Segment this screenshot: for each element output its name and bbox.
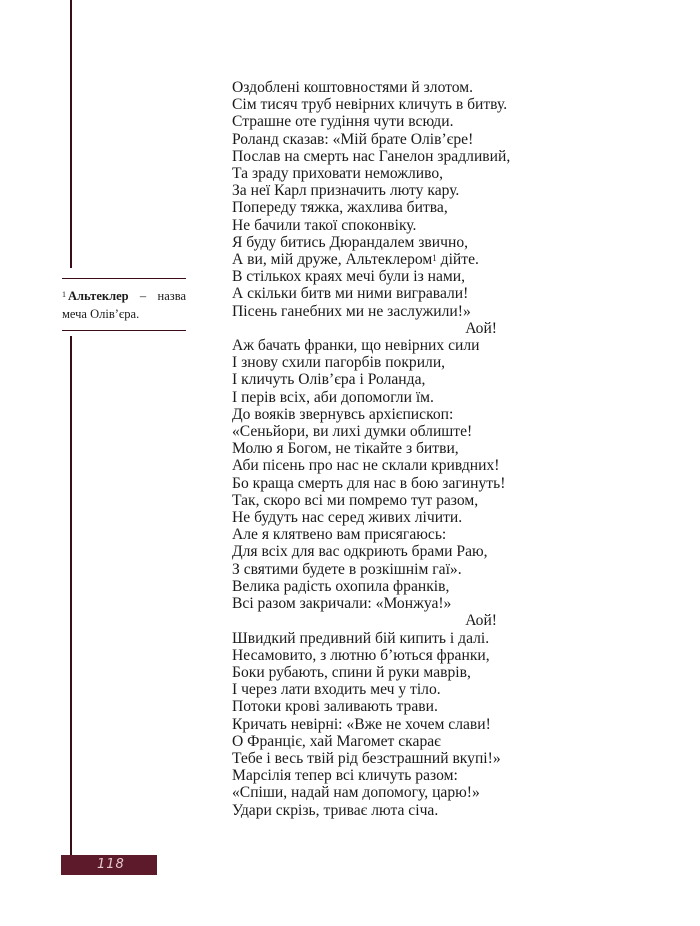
poem-line-end: дійте.: [436, 251, 479, 269]
poem-line: А скільки битв ми ними вигравали!: [232, 285, 469, 303]
poem-line-with-footnote: [232, 251, 532, 268]
footnote: [62, 278, 186, 331]
margin-rule-top: [70, 0, 72, 268]
poem-line: Несамовито, з лютню б’ються франки,: [232, 646, 490, 664]
poem-line: Сім тисяч труб невірних кличуть в битву.: [232, 96, 508, 114]
poem-line: До вояків звернувсь архієпископ:: [232, 405, 454, 423]
refrain: Аой!: [465, 612, 497, 630]
poem-line: Роланд сказав: «Мій брате Олів’єре!: [232, 130, 474, 148]
page-number: 118: [97, 857, 125, 872]
poem-line: Оздоблені коштовностями й злотом.: [232, 79, 474, 96]
poem-line: О Франціє, хай Магомет скарає: [232, 732, 441, 750]
poem-line: Кричать невірні: «Вже не хочем слави!: [232, 715, 491, 733]
poem-line: Всі разом закричали: «Монжуа!»: [232, 595, 452, 613]
footnote-term: Альтеклер: [68, 289, 129, 303]
poem-line: Потоки крові заливають трави.: [232, 698, 438, 716]
refrain: Аой!: [465, 319, 497, 337]
poem-line: З святими будете в розкішнім гаї».: [232, 560, 462, 578]
poem-line: Попереду тяжка, жахлива битва,: [232, 199, 448, 217]
poem-line: Швидкий предивний бій кипить і далі.: [232, 629, 490, 647]
poem-line: І через лати входить меч у тіло.: [232, 681, 441, 699]
poem-line: Я буду битись Дюрандалем звично,: [232, 233, 469, 251]
poem-line: За неї Карл призначить люту кару.: [232, 182, 460, 200]
poem-line: І кличуть Олів’єра і Роланда,: [232, 371, 426, 389]
poem-line: Тебе і весь твій рід безстрашний вкупі!»: [232, 749, 501, 767]
poem-text: [232, 79, 532, 819]
poem-line: Не будуть нас серед живих лічити.: [232, 509, 463, 527]
poem-line: Та зраду приховати неможливо,: [232, 165, 444, 183]
poem-line: Послав на смерть нас Ганелон зрадливий,: [232, 147, 511, 165]
margin-rule-bottom: [70, 336, 72, 856]
poem-line: В стількох краях мечі були із нами,: [232, 268, 466, 286]
poem-line: І перів всіх, аби допомогли їм.: [232, 388, 434, 406]
poem-line: Марсілія тепер всі кличуть разом:: [232, 767, 458, 785]
poem-line: «Спіши, надай нам допомогу, царю!»: [232, 784, 480, 802]
poem-line: Боки рубають, спини й руки маврів,: [232, 663, 471, 681]
poem-line: Аби пісень про нас не склали кривдних!: [232, 457, 500, 475]
poem-line: Страшне оте гудіння чути всюди.: [232, 113, 454, 131]
poem-line-start: А ви, мій друже, Альтеклером: [232, 251, 433, 269]
poem-line: І знову схили пагорбів покрили,: [232, 354, 446, 372]
poem-line: Для всіх для вас одкриють брами Раю,: [232, 543, 488, 561]
footnote-marker: 1: [62, 290, 66, 299]
poem-line: Молю я Богом, не тікайте з битви,: [232, 440, 459, 458]
poem-line: Велика радість охопила франків,: [232, 577, 450, 595]
poem-line: Удари скрізь, триває люта січа.: [232, 801, 439, 819]
poem-line: Бо краща смерть для нас в бою загинуть!: [232, 474, 506, 492]
footnote-text: – назва меча Олів’єра.: [62, 289, 186, 321]
poem-line: Не бачили такої споконвіку.: [232, 216, 417, 234]
poem-line: «Сеньйори, ви лихі думки облиште!: [232, 423, 473, 441]
poem-line: Пісень ганебних ми не заслужили!»: [232, 302, 471, 320]
poem-line: Аж бачать франки, що невірних сили: [232, 337, 480, 355]
poem-line: Так, скоро всі ми помремо тут разом,: [232, 491, 479, 509]
poem-line: Але я клятвено вам присягаюсь:: [232, 526, 447, 544]
footnote-reference: 1: [432, 253, 437, 264]
